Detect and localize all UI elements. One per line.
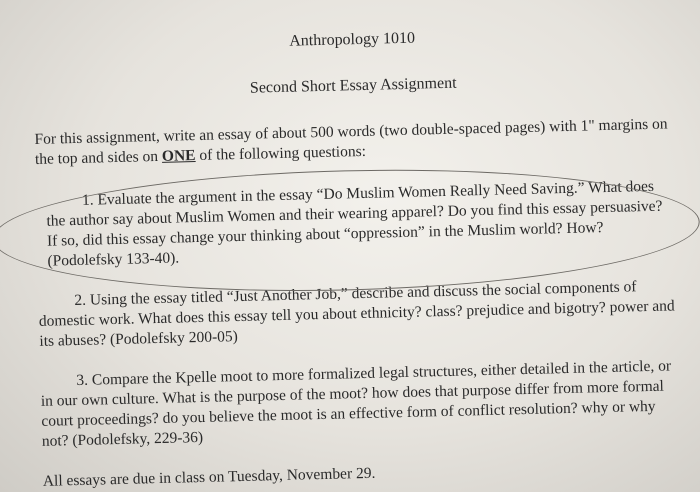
question-1-text: 1. Evaluate the argument in the essay “Do Muslim Women Really Need Saving.” What does the author say about Muslim Women and their wearing apparel? Do you find this essay persuasive? If so, did this essay change your thinking about “oppression” in the Muslim world? How? (Podolefsky 133-40). <box>46 177 663 270</box>
intro-paragraph <box>34 114 675 170</box>
assignment-title: Second Short Essay Assignment <box>249 74 457 97</box>
question-3 <box>40 356 682 452</box>
due-date-note: All essays are due in class on Tuesday, November 29. <box>42 464 376 490</box>
course-title: Anthropology 1010 <box>289 29 416 50</box>
question-2 <box>38 276 679 352</box>
intro-prefix: For this assignment, write an essay of about 500 words (two double-spaced pages) with 1" margins on the top and sides on <box>34 115 668 168</box>
question-1 <box>36 176 678 272</box>
intro-emphasis: ONE <box>161 147 196 165</box>
question-3-text: 3. Compare the Kpelle moot to more formalized legal structures, either detailed in the article, or in our own culture. What is the purpose of the moot? how does that purpose differ from more formal court proceedings? do you believe the moot is an effective form of conflict resolution? why or why not? (Podolefsky, 229-36) <box>40 357 672 450</box>
intro-suffix: of the following questions: <box>195 142 367 165</box>
question-2-text: 2. Using the essay titled “Just Another Job,” describe and discuss the social components of domestic work. What does this essay tell you about ethnicity? class? prejudice and bigotry? power and its abuses? (Podolefsky 200-05) <box>38 278 675 350</box>
assignment-text <box>32 22 683 492</box>
